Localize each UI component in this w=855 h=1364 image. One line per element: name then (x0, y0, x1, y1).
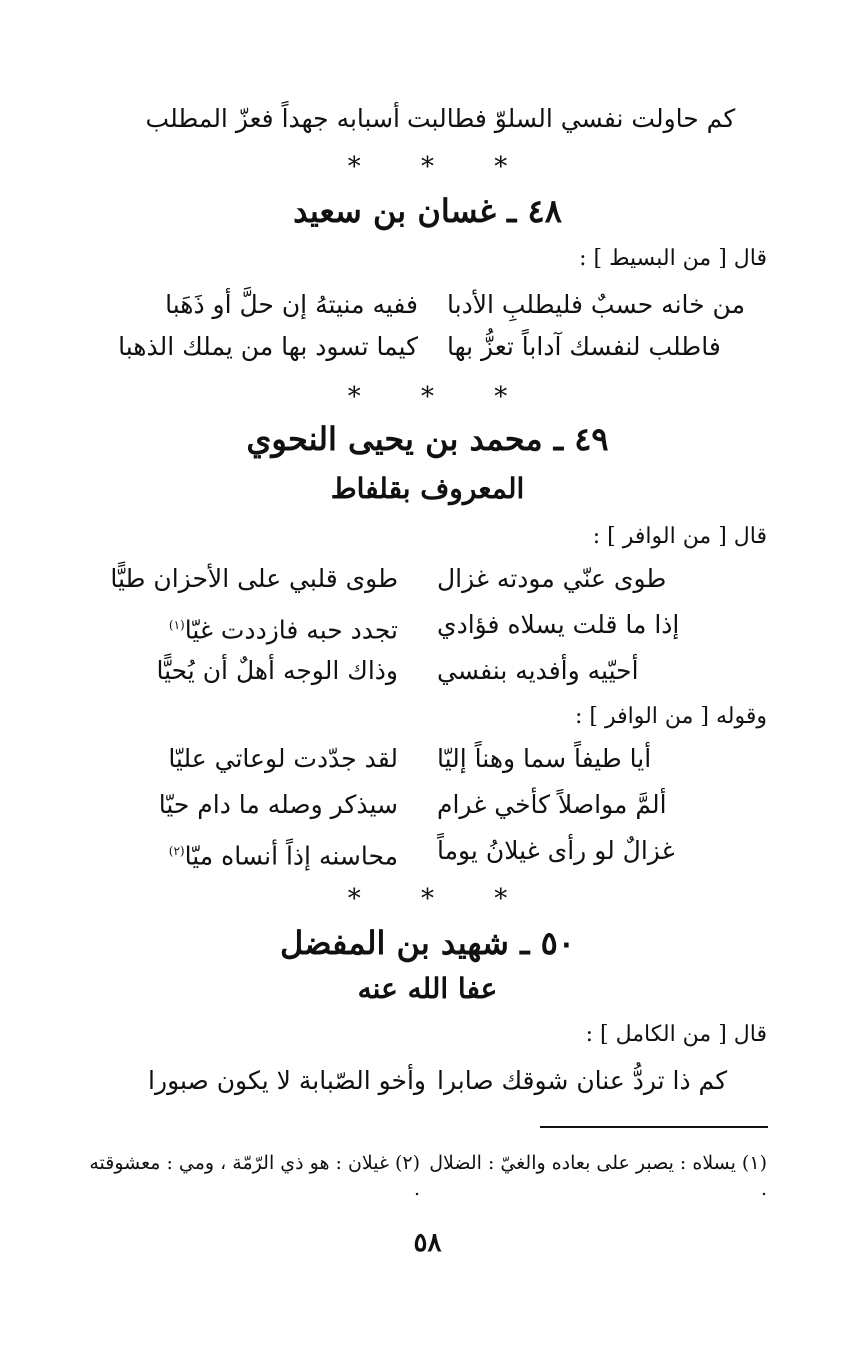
hemistich-second: لقد جدّدت لوعاتي عليّا (168, 744, 398, 773)
section-heading: ٤٩ ـ محمد بن يحيى النحوي (246, 420, 609, 458)
section-subheading: المعروف بقلفاط (330, 472, 525, 505)
hemistich-second: سيذكر وصله ما دام حيّا (158, 790, 398, 819)
hemistich-first: غزالٌ لو رأى غيلانُ يوماً (437, 836, 675, 865)
hemistich-text: محاسنه إذاً أنساه ميّا (184, 841, 398, 871)
section-separator: * * * (347, 382, 534, 412)
verse-line (0, 288, 855, 322)
hemistich-first: فاطلب لنفسك آداباً تعزُّ بها (447, 332, 721, 361)
hemistich-first: أحيّيه وأفديه بنفسي (437, 656, 639, 685)
verse-line (0, 102, 855, 136)
hemistich-second: طوى قلبي على الأحزان طيًّا (110, 564, 398, 593)
section-separator: * * * (347, 152, 534, 182)
section-subheading: عفا الله عنه (357, 972, 498, 1005)
footnote-marker: (١) (168, 618, 185, 632)
hemistich-first: إذا ما قلت يسلاه فؤادي (437, 610, 680, 639)
section-separator: * * * (347, 884, 534, 914)
footnotes (80, 1150, 767, 1202)
hemistich-second: وأخو الصّبابة لا يكون صبورا (148, 1066, 426, 1095)
hemistich-second (88, 834, 398, 873)
footnote-1: (١) يسلاه : يصبر على بعاده والغيّ : الضلال . (429, 1152, 767, 1200)
hemistich-first: كم ذا تردُّ عنان شوقك صابرا (437, 1066, 728, 1095)
verse-line (0, 330, 855, 364)
verse-line (0, 742, 855, 776)
hemistich-first: أيا طيفاً سما وهناً إليّا (437, 744, 652, 773)
verse-intro: وقوله [ من الوافر ] : (574, 704, 767, 729)
verse-line (0, 834, 855, 873)
footnote-marker: (٢) (168, 844, 185, 858)
verse-intro: قال [ من البسيط ] : (579, 246, 767, 271)
section-heading: ٤٨ ـ غسان بن سعيد (293, 192, 562, 230)
hemistich-second: وذاك الوجه أهلٌ أن يُحيًّا (156, 656, 398, 685)
hemistich-second (88, 608, 398, 647)
verse-line (0, 608, 855, 647)
hemistich-second: كيما تسود بها من يملك الذهبا (118, 332, 418, 361)
page-number: ٥٨ (413, 1228, 442, 1258)
hemistich-first: من خانه حسبٌ فليطلبِ الأدبا (447, 290, 745, 319)
verse-line (0, 1064, 855, 1098)
verse-line (0, 788, 855, 822)
hemistich-second: ففيه منيتهُ إن حلَّ أو ذَهَبا (165, 290, 418, 319)
hemistich-first: طوى عنّي مودته غزال (437, 564, 667, 593)
footnote-rule (540, 1126, 768, 1128)
hemistich-first: ألمَّ مواصلاً كأخي غرام (437, 790, 667, 819)
verse-intro: قال [ من الوافر ] : (592, 524, 767, 549)
footnote-2: (٢) غيلان : هو ذي الرّمّة ، ومي : معشوقته . (89, 1152, 420, 1200)
verse-line (0, 562, 855, 596)
hemistich-second: أسبابه جهداً فعزّ المطلب (145, 104, 400, 133)
hemistich-text: تجدد حبه فازددت غيّا (184, 615, 398, 645)
hemistich-first: كم حاولت نفسي السلوّ فطالبت (407, 104, 736, 133)
verse-intro: قال [ من الكامل ] : (585, 1022, 767, 1047)
verse-line (0, 654, 855, 688)
section-heading: ٥٠ ـ شهيد بن المفضل (280, 924, 575, 962)
